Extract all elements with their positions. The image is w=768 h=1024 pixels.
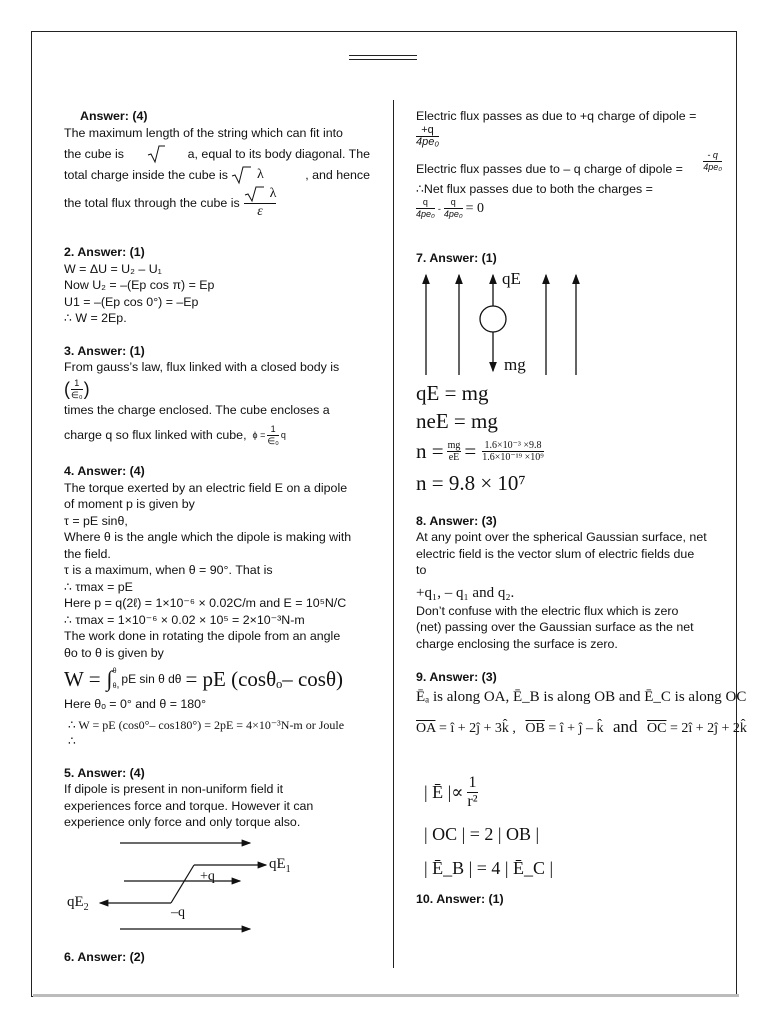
dipole-figure [64,837,370,937]
column-divider [393,100,394,968]
q8-line: electric field is the vector slum of electric fields due [416,546,695,561]
phi-formula: ϕ = $\frac{1}{\text{∈₀}}$ q [252,424,286,446]
q5-line: experiences force and torque. However it can [64,798,314,813]
q5-line: experience only force and only torque also. [64,815,301,829]
header-rule-lower [349,59,417,60]
q3-line2: times the charge enclosed. The cube encloses a [64,402,330,417]
sqrt-symbol [231,166,253,184]
qE1-label: $qE_1$ [269,855,291,875]
flux-plus-line: Electric flux passes as due to +q charge of dipole = [416,109,697,123]
q4-line: τ is a maximum, when θ = 90°. That is [64,563,273,577]
left-column [64,108,370,965]
q3-heading: 3. Answer: (1) [64,343,145,358]
q5-heading: 5. Answer: (4) [64,765,145,780]
q8-heading: 8. Answer: (3) [416,513,497,528]
q4-line: The torque exerted by an electric field E on a dipole [64,480,348,495]
q4-line: the field. [64,546,111,561]
minus-q-label: –q [171,904,185,920]
flux-fraction: λ ε [244,186,277,220]
q1-line3: total charge inside the cube is λ , and hence [64,166,370,184]
eq-n-result: n = 9.8 × 10⁷ [416,470,526,495]
q2-heading: 2. Answer: (1) [64,245,145,259]
q9-heading: 9. Answer: (3) [416,670,497,684]
q6-heading: 6. Answer: (2) [64,949,145,964]
q9-eq-oc-ob: | OC | = 2 | OB | [424,823,540,844]
right-column [416,108,747,907]
flux-minus-line: Electric flux passes due to – q charge of dipole = $\frac{- q}{\text{4pe₀}}$ [416,149,722,176]
charged-drop-figure [416,268,722,379]
q2-line: U1 = –(Ep cos 0°) = –Ep [64,294,199,309]
q4-therefore: ∴ [68,734,76,748]
flux-plus-fraction: $\frac{+q}{\text{4pe₀}}$ [416,123,439,148]
qE2-label: $qE_2$ [67,893,89,913]
q1-line2: the cube is a, equal to its body diagonal. The [64,145,370,163]
eq-neE-mg: neE = mg [416,408,498,433]
eq-n-fraction: n = $\frac{mg}{eE}$ = $\frac{\text{1.6×10⁻³ ×9.8}}{\text{1.6×10⁻¹⁹ ×10⁹}}$ [416,439,544,463]
q9-field-directions: Ēₐ is along OA, Ē_B is along OB and Ē_C is along OC [416,688,747,705]
header-rule [349,55,417,56]
q5-line: If dipole is present in non-uniform field it [64,782,284,796]
q4-heading: 4. Answer: (4) [64,464,145,478]
q2-line: W = ΔU = U₂ – U₁ [64,261,162,276]
epsilon-paren-fraction: ( $\frac{1}{\text{∈₀}}$ ) [64,377,90,400]
plus-q-label: +q [200,868,215,884]
eq-qE-mg: qE = mg [416,380,489,405]
q8-line: Don’t confuse with the electric flux which is zero [416,603,679,618]
q1-heading: Answer: (4) [80,109,148,123]
dipole-field-lines [64,837,370,937]
sqrt-symbol [244,186,266,202]
q8-line: charge enclosing the surface is zero. [416,636,618,651]
sqrt-symbol [147,145,165,163]
net-flux-line: ∴Net flux passes due to both the charges = [416,181,653,196]
q4-line: θo to θ is given by [64,645,164,660]
q4-line: ∴ τmax = pE [64,579,133,594]
work-integral: W = ∫ θ θ₀ pE sin θ dθ = pE (cosθₒ– cosθ) [64,666,343,691]
q1-line1: The maximum length of the string which can fit into [64,125,343,140]
q9-eq-eb-ec: | Ē_B | = 4 | Ē_C | [424,857,554,878]
q3-line1: From gauss’s law, flux linked with a closed body is [64,360,340,374]
q10-heading: 10. Answer: (1) [416,891,504,906]
fig-mg-label: mg [504,354,526,374]
q8-line: to [416,563,427,577]
q4-line: of moment p is given by [64,497,195,511]
q2-line: Now U₂ = –(Ep cos π) = Ep [64,278,215,292]
flux-minus-fraction: $\frac{- q}{\text{4pe₀}}$ [703,149,722,172]
q3-line3: charge q so flux linked with cube, ϕ = $\frac{1}{\text{∈₀}}$ q [64,424,286,446]
q9-proportionality: | Ē |∝ $\frac{1}{\text{r²}}$ [424,773,478,810]
q8-charges: +q₁, – q₁ and q₂. [416,584,515,601]
q4-line: Where θ is the angle which the dipole is making with [64,530,352,544]
net-flux-equation: $\frac{q}{\text{4pe₀}}$ - $\frac{q}{\text{4pe₀}}$ = 0 [416,197,485,219]
q4-line: Here p = q(2ℓ) = 1×10⁻⁶ × 0.02C/m and E = 10⁵N/C [64,596,347,610]
page-shadow [33,994,739,997]
q1-line4: the total flux through the cube is λ ε [64,186,277,219]
fig-qE-label: qE [502,268,521,288]
q9-vectors: $\overline{OA}$ = î + 2ĵ + 3k̂ , $\overline{OB}$ = î + ĵ – k̂ and $\overline{OC}$ = 2î + 2ĵ + 2k̂ [416,716,747,736]
q4-line: The work done in rotating the dipole from an angle [64,629,341,643]
q4-line: ∴ τmax = 1×10⁻⁶ × 0.02 × 10⁵ = 2×10⁻³N-m [64,612,305,627]
q8-line: At any point over the spherical Gaussian surface, net [416,530,707,544]
q4-here: Here θₒ = 0° and θ = 180° [64,697,207,711]
q7-heading: 7. Answer: (1) [416,251,497,265]
q4-line: τ = pE sinθ, [64,513,128,528]
q4-result: ∴ W = pE (cos0°– cos180°) = 2pE = 4×10⁻³N-m or Joule [68,717,345,732]
q8-line: (net) passing over the Gaussian surface as the net [416,620,694,634]
q2-line: ∴ W = 2Ep. [64,311,127,325]
